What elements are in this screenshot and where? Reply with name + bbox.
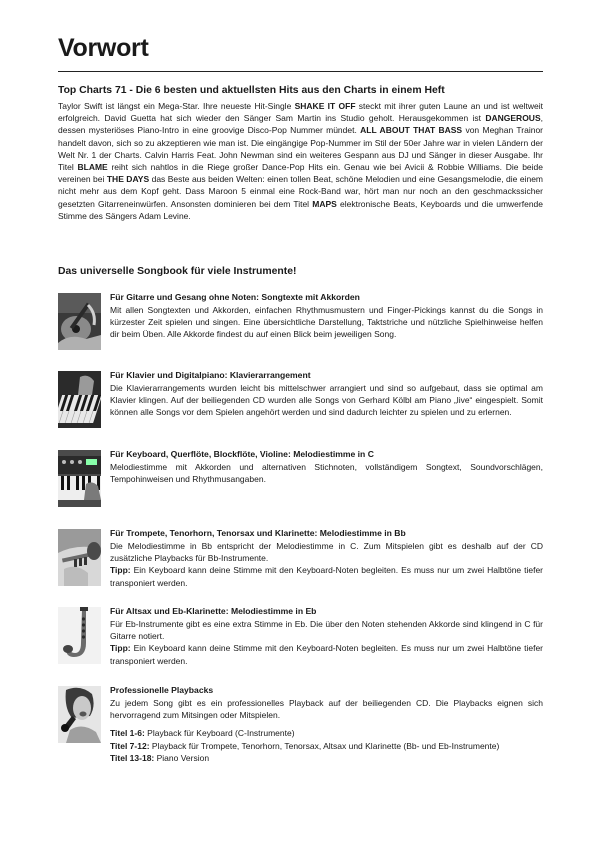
intro-text-segment: das Beste aus beiden Welten: einen tollen Beat, schöne Melodien und eine Gesangsmelodie, die einem nicht mehr aus dem Kopf geht. Dass Maroon 5 einmal eine Rock-Band war, hört man nur noch an den geschmackssicher gesetzten Gitarreneinwürfen. Ansonsten dominieren bei dem Titel: [58, 174, 544, 209]
song-title: ALL ABOUT THAT BASS: [360, 125, 463, 136]
guitar-photo: [58, 293, 101, 350]
instrument-title: Für Altsax und Eb-Klarinette: Melodiestimme in Eb: [110, 606, 317, 616]
saxophone-photo: [58, 607, 101, 664]
instrument-title: Professionelle Playbacks: [110, 685, 214, 695]
instrument-title: Für Keyboard, Querflöte, Blockflöte, Violine: Melodiestimme in C: [110, 449, 374, 459]
track-list: [110, 727, 543, 764]
intro-text-segment: von Meghan Trainor handelt davon, sich so zu akzeptieren wie man ist. Die eingängige Pop-Nummer im Stil der 50er Jahre war in vielen Ländern der Welt Nr. 1 der Charts. Calvin Harris Feat. John Newman sind ein weiteres Gespann aus DJ und Sänger in dieser Ausgabe. Ihr Titel: [58, 125, 543, 173]
song-title: MAPS: [312, 198, 337, 209]
instrument-title: Für Klavier und Digitalpiano: Klavierarrangement: [110, 370, 311, 380]
singer-photo: [58, 686, 101, 743]
page-title: Vorwort: [58, 34, 149, 62]
song-title: THE DAYS: [106, 174, 150, 185]
intro-text-segment: , dessen mysteriöses Piano-Intro in eine groovige Disco-Pop Nummer mündet.: [58, 113, 543, 136]
instrument-description: Zu jedem Song gibt es ein professionelles Playback auf der beiliegenden CD. Die Playbacks eignen sich hervorragend zum Mitsingen oder Mitspielen.: [110, 698, 543, 721]
intro-text-segment: reiht sich nahtlos in die Riege großer Dance-Pop Hits ein. Genau wie bei Avicii & Robbie Williams. Die beide vereinen bei: [58, 162, 544, 185]
instrument-description: Die Klavierarrangements wurden leicht bis mittelschwer arrangiert und sind so aufgebaut, dass sie optimal am Klavier klingen. Auf der beiliegenden CD wurden alle Songs von Gerhard Kölbl am Piano „live“ eingespielt. Somit können alle Songs vor dem Spielen angehört werden und sind dadurch leichter zu spielen und zu erlernen.: [110, 383, 543, 418]
instrument-description: Mit allen Songtexten und Akkorden, einfachen Rhythmusmustern und Finger-Pickings kannst du die Songs in kürzester Zeit spielen und singen. Eine übersichtliche Darstellung, Taktstriche und nützliche Spielhinweise helfen dir beim Üben. Alle Akkorde findest du auf einen Blick beim jeweiligen Song.: [110, 305, 543, 340]
title-divider: [58, 71, 543, 72]
instrument-title: Für Gitarre und Gesang ohne Noten: Songtexte mit Akkorden: [110, 292, 360, 302]
instrument-title: Für Trompete, Tenorhorn, Tenorsax und Klarinette: Melodiestimme in Bb: [110, 528, 406, 538]
trumpet-photo: [58, 529, 101, 586]
intro-heading: Top Charts 71 - Die 6 besten und aktuellsten Hits aus den Charts in einem Heft: [58, 85, 445, 96]
intro-text-segment: steckt mit ihrer guten Laune an und ist weltweit erfolgreich. David Guetta hat sich wieder den Sänger Sam Martin ins Studio geholt. Herausgekommen ist: [58, 101, 543, 124]
song-title: BLAME: [77, 162, 108, 173]
instrument-description: Für Eb-Instrumente gibt es eine extra Stimme in Eb. Die über den Noten stehenden Akkorde sind klingend in C für Gitarre notiert. Tipp: Ein Keyboard kann deine Stimme mit den Keyboard-Noten begleiten. Es muss nur um zwei Halbtöne tiefer transponiert werden.: [110, 619, 543, 666]
tip-label: Tipp:: [110, 565, 131, 576]
intro-text-segment: Taylor Swift ist längst ein Mega-Star. Ihre neueste Hit-Single: [58, 101, 295, 111]
instrument-description: Melodiestimme mit Akkorden und alternativen Stichnoten, vollständigem Songtext, Soundvorschlägen, Tempohinweisen und Rhythmusangaben.: [110, 462, 543, 485]
piano-photo: [58, 371, 101, 428]
track-list-item: Titel 13-18: Piano Version: [110, 752, 210, 763]
intro-paragraph: [58, 100, 543, 222]
track-list-item: Titel 1-6: Playback für Keyboard (C-Instrumente): [110, 728, 295, 739]
songbook-heading: Das universelle Songbook für viele Instrumente!: [58, 266, 297, 277]
tip-label: Tipp:: [110, 643, 131, 654]
song-title: DANGEROUS: [485, 113, 541, 124]
keyboard-photo: [58, 450, 101, 507]
instrument-description: Die Melodiestimme in Bb entspricht der Melodiestimme in C. Zum Mitspielen gibt es deshalb auf der CD zusätzliche Playbacks für Bb-Instrumente. Tipp: Ein Keyboard kann deine Stimme mit den Keyboard-Noten begleiten. Es muss nur um zwei Halbtöne tiefer transponiert werden.: [110, 541, 543, 588]
song-title: SHAKE IT OFF: [294, 101, 356, 111]
intro-text-segment: elektronische Beats, Keyboards und die umwerfende Stimme des Sängers Adam Levine.: [58, 198, 543, 221]
track-list-item: Titel 7-12: Playback für Trompete, Tenorhorn, Tenorsax, Altsax und Klarinette (Bb- und Eb-Instrumente): [110, 740, 500, 751]
